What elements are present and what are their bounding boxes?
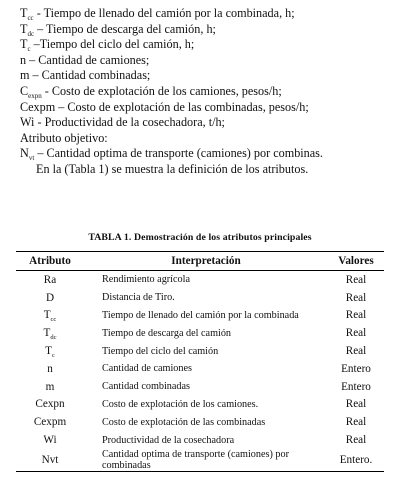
table-row: [16, 396, 384, 414]
table-row: [16, 271, 384, 289]
attribute-symbol: Wi: [43, 434, 57, 447]
symbol-base: n: [20, 52, 27, 67]
row-attribute: [16, 431, 84, 449]
attribute-symbol: Ra: [43, 273, 57, 286]
definition-dash: –: [34, 21, 47, 36]
definition-dash: –: [55, 99, 68, 114]
attribute-symbol: Nvt: [41, 453, 59, 466]
definition-line: [20, 100, 392, 116]
attribute-symbol: Cexpm: [33, 416, 67, 429]
table-row: [16, 449, 384, 472]
row-attribute: [16, 378, 84, 396]
definition-text: Productividad de la cosechadora, t/h;: [44, 115, 225, 130]
definition-dash: –: [29, 68, 42, 83]
definition-text: Cantidad optima de transporte (camiones) por combinas.: [46, 146, 323, 161]
row-attribute: [16, 324, 84, 342]
attribute-symbol: T: [43, 309, 51, 322]
definition-line: [20, 22, 392, 38]
symbol-subscript: cc: [27, 14, 34, 22]
definition-symbol: [20, 6, 34, 20]
definition-text: Tiempo del ciclo del camión, h;: [39, 37, 195, 52]
row-value: Real: [345, 434, 367, 447]
definition-symbol: [20, 22, 34, 36]
symbol-base: m: [20, 68, 30, 83]
row-attribute: [16, 289, 84, 307]
attribute-subscript: cc: [50, 316, 57, 324]
objective-definition: [20, 146, 392, 162]
attribute-subscript: dc: [50, 334, 57, 342]
row-interpretation: Costo de explotación de las combinadas: [102, 416, 266, 428]
row-interpretation: Tiempo del ciclo del camión: [102, 345, 219, 357]
header-attribute: Atributo: [16, 252, 84, 271]
symbol-base: T: [20, 6, 28, 20]
row-value: Real: [345, 398, 367, 411]
definition-text: Tiempo de descarga del camión, h;: [46, 21, 216, 36]
row-value: Real: [345, 273, 367, 286]
row-value: Real: [345, 327, 367, 340]
attributes-table: [16, 251, 384, 472]
definitions-block: [20, 6, 392, 178]
table-row: [16, 360, 384, 378]
table-row: [16, 324, 384, 342]
table-row: [16, 431, 384, 449]
symbol-base: T: [20, 21, 28, 36]
row-interpretation: Cantidad combinadas: [102, 381, 190, 393]
definition-text: Tiempo de llenado del camión por la combinada, h;: [43, 6, 295, 20]
symbol-base: T: [20, 37, 28, 52]
row-value: Real: [345, 345, 367, 358]
row-attribute: [16, 396, 84, 414]
definition-line: [20, 68, 392, 84]
table-row: [16, 413, 384, 431]
attribute-subscript: c: [51, 352, 55, 360]
definition-line: [20, 115, 392, 131]
row-interpretation: Tiempo de llenado del camión por la combinada: [102, 309, 299, 321]
definition-line: [20, 53, 392, 69]
row-interpretation: Productividad de la cosechadora: [102, 434, 235, 446]
definition-dash: -: [41, 83, 52, 98]
table-row: [16, 378, 384, 396]
row-attribute: [16, 413, 84, 431]
row-value: Real: [345, 291, 367, 304]
symbol-base: C: [20, 83, 29, 98]
row-interpretation: Tiempo de descarga del camión: [102, 327, 232, 339]
definition-text: Cantidad combinadas;: [41, 68, 151, 83]
row-attribute: [16, 449, 84, 472]
attribute-symbol: D: [45, 291, 55, 304]
symbol-base: N: [20, 146, 29, 161]
symbol-subscript: vt: [28, 154, 35, 163]
objective-label: Atributo objetivo:: [20, 130, 108, 145]
table-body: [16, 271, 384, 472]
row-value: Real: [345, 309, 367, 322]
header-values: Valores: [328, 252, 384, 271]
table-row: [16, 342, 384, 360]
symbol-base: Wi: [20, 115, 35, 130]
row-interpretation: Cantidad de camiones: [102, 363, 192, 375]
definition-dash: -: [34, 115, 45, 130]
table-caption: TABLA 1. Demostración de los atributos principales: [88, 232, 312, 243]
definition-dash: –: [26, 52, 39, 67]
row-attribute: [16, 342, 84, 360]
row-interpretation: Cantidad optima de transporte (camiones) por combinadas: [84, 449, 328, 472]
table-reference-note: En la (Tabla 1) se muestra la definición de los atributos.: [36, 161, 309, 176]
row-value: Real: [345, 416, 367, 429]
attribute-symbol: Cexpn: [35, 398, 65, 411]
symbol-subscript: c: [27, 45, 31, 54]
definition-text: Cantidad de camiones;: [38, 52, 150, 67]
definition-symbol: [20, 37, 31, 54]
table-row: [16, 289, 384, 307]
symbol-subscript: expn: [28, 91, 42, 100]
row-value: Entero: [341, 362, 371, 375]
definition-list: [20, 6, 392, 131]
symbol-subscript: dc: [27, 29, 35, 38]
definition-symbol: [20, 100, 55, 114]
row-interpretation: Distancia de Tiro.: [102, 292, 175, 304]
symbol-base: Cexpm: [20, 99, 56, 114]
row-interpretation: Costo de explotación de los camiones.: [102, 398, 259, 410]
row-attribute: [16, 271, 84, 289]
row-value: Entero: [341, 380, 371, 393]
definition-symbol: [20, 146, 35, 163]
row-value: Entero.: [328, 449, 384, 472]
definition-symbol: [20, 115, 34, 129]
row-interpretation: Rendimiento agrícola: [102, 274, 190, 286]
definition-dash: -: [33, 6, 44, 20]
attribute-symbol: m: [45, 380, 55, 393]
definition-text: Costo de explotación de las combinadas, pesos/h;: [67, 99, 309, 114]
attribute-symbol: T: [45, 345, 52, 358]
definition-dash: –: [30, 37, 40, 52]
table-header-row: [16, 252, 384, 271]
definition-symbol: [20, 84, 42, 98]
attribute-symbol: T: [43, 327, 51, 340]
definition-line: [20, 6, 392, 22]
attribute-symbol: n: [47, 362, 53, 375]
row-attribute: [16, 360, 84, 378]
row-attribute: [16, 307, 84, 325]
definition-dash: –: [34, 146, 47, 161]
table-row: [16, 307, 384, 325]
definition-line: [20, 37, 392, 53]
header-interpretation: Interpretación: [84, 252, 328, 271]
definition-text: Costo de explotación de los camiones, pesos/h;: [51, 83, 282, 98]
definition-line: [20, 84, 392, 100]
